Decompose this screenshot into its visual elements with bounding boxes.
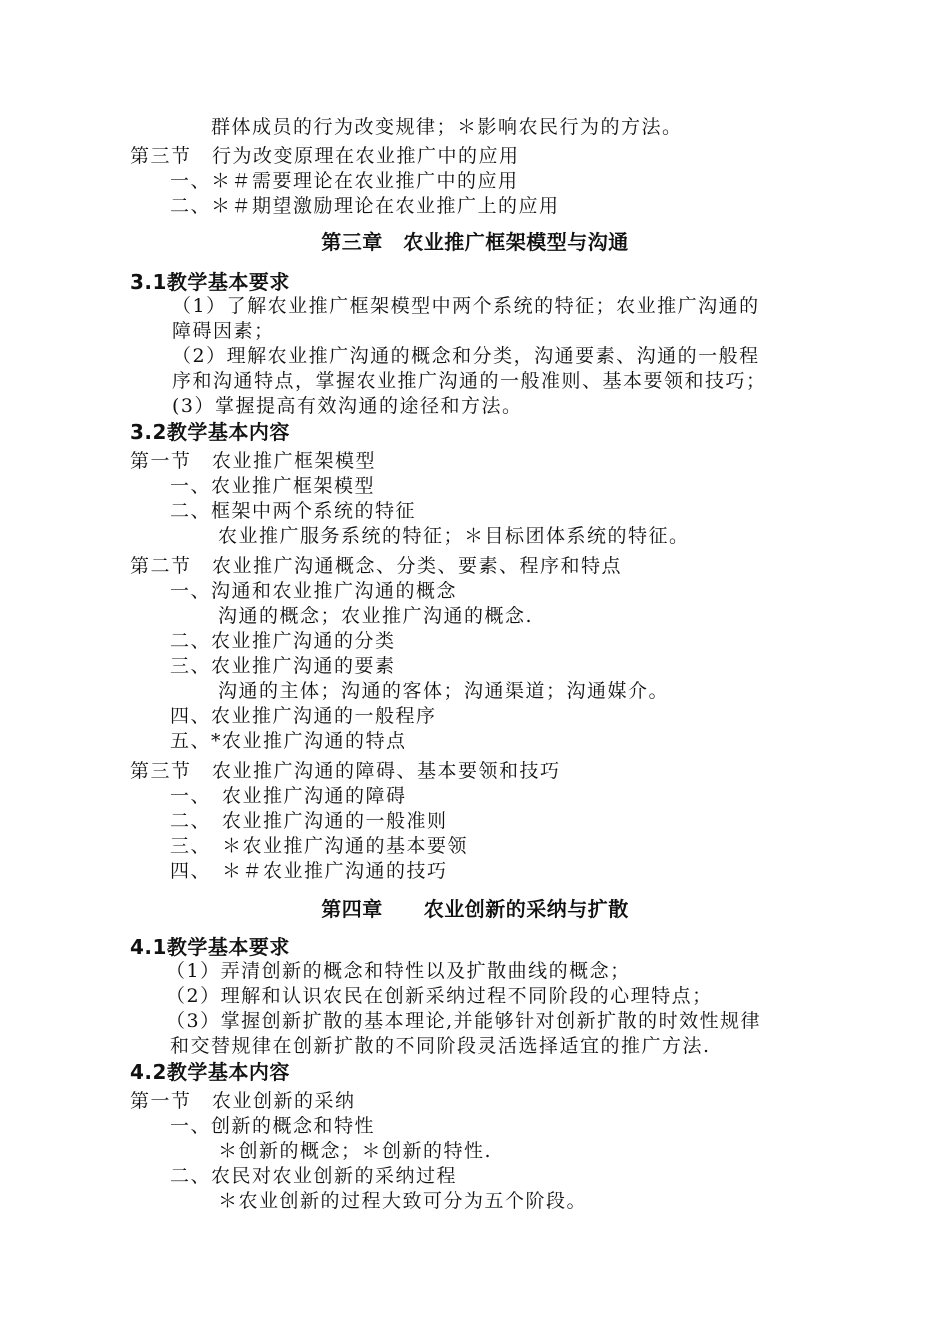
- subsection-item: 四、 ＊＃农业推广沟通的技巧: [170, 860, 448, 882]
- subsection-item: 二、框架中两个系统的特征: [170, 500, 417, 522]
- section-title: 第二节 农业推广沟通概念、分类、要素、程序和特点: [130, 555, 623, 577]
- text-line: ＊农业创新的过程大致可分为五个阶段。: [218, 1190, 588, 1212]
- subsection-item: 二、农民对农业创新的采纳过程: [170, 1165, 458, 1187]
- text-line: （1）弄清创新的概念和特性以及扩散曲线的概念；: [166, 960, 631, 982]
- subsection-item: 二、＊＃期望激励理论在农业推广上的应用: [170, 195, 560, 217]
- subsection-item: 一、农业推广框架模型: [170, 475, 376, 497]
- text-line: （3）掌握创新扩散的基本理论,并能够针对创新扩散的时效性规律: [166, 1010, 762, 1032]
- text-line: （1）了解农业推广框架模型中两个系统的特征；农业推广沟通的: [172, 295, 760, 317]
- section-heading: 4.2教学基本内容: [130, 1060, 290, 1084]
- text-line: ＊创新的概念；＊创新的特性.: [218, 1140, 493, 1162]
- text-line: 农业推广服务系统的特征；＊目标团体系统的特征。: [218, 525, 690, 547]
- subsection-item: 三、 ＊农业推广沟通的基本要领: [170, 835, 469, 857]
- section-title: 第三节 农业推广沟通的障碍、基本要领和技巧: [130, 760, 561, 782]
- text-line: 和交替规律在创新扩散的不同阶段灵活选择适宜的推广方法.: [170, 1035, 711, 1057]
- section-title: 第三节 行为改变原理在农业推广中的应用: [130, 145, 520, 167]
- subsection-item: 一、 农业推广沟通的障碍: [170, 785, 407, 807]
- text-line: 沟通的主体；沟通的客体；沟通渠道；沟通媒介。: [218, 680, 670, 702]
- subsection-item: 一、＊＃需要理论在农业推广中的应用: [170, 170, 519, 192]
- text-line: 障碍因素；: [172, 320, 275, 342]
- text-line: （2）理解农业推广沟通的概念和分类，沟通要素、沟通的一般程: [172, 345, 760, 367]
- subsection-item: 二、 农业推广沟通的一般准则: [170, 810, 448, 832]
- text-line: (3）掌握提高有效沟通的途径和方法。: [172, 395, 523, 417]
- chapter-title: 第三章 农业推广框架模型与沟通: [321, 230, 629, 254]
- text-line: 序和沟通特点，掌握农业推广沟通的一般准则、基本要领和技巧；: [172, 370, 767, 392]
- section-heading: 3.1教学基本要求: [130, 270, 290, 294]
- subsection-item: 一、沟通和农业推广沟通的概念: [170, 580, 458, 602]
- subsection-item: 二、农业推广沟通的分类: [170, 630, 396, 652]
- section-title: 第一节 农业创新的采纳: [130, 1090, 356, 1112]
- subsection-item: 三、农业推广沟通的要素: [170, 655, 396, 677]
- subsection-item: 一、创新的概念和特性: [170, 1115, 376, 1137]
- chapter-title: 第四章 农业创新的采纳与扩散: [321, 897, 629, 921]
- section-title: 第一节 农业推广框架模型: [130, 450, 377, 472]
- section-heading: 3.2教学基本内容: [130, 420, 290, 444]
- text-line: （2）理解和认识农民在创新采纳过程不同阶段的心理特点；: [166, 985, 713, 1007]
- text-line: 群体成员的行为改变规律；＊影响农民行为的方法。: [211, 116, 683, 138]
- subsection-item: 四、农业推广沟通的一般程序: [170, 705, 437, 727]
- section-heading: 4.1教学基本要求: [130, 935, 290, 959]
- text-line: 沟通的概念；农业推广沟通的概念.: [218, 605, 534, 627]
- subsection-item: 五、*农业推广沟通的特点: [170, 730, 407, 752]
